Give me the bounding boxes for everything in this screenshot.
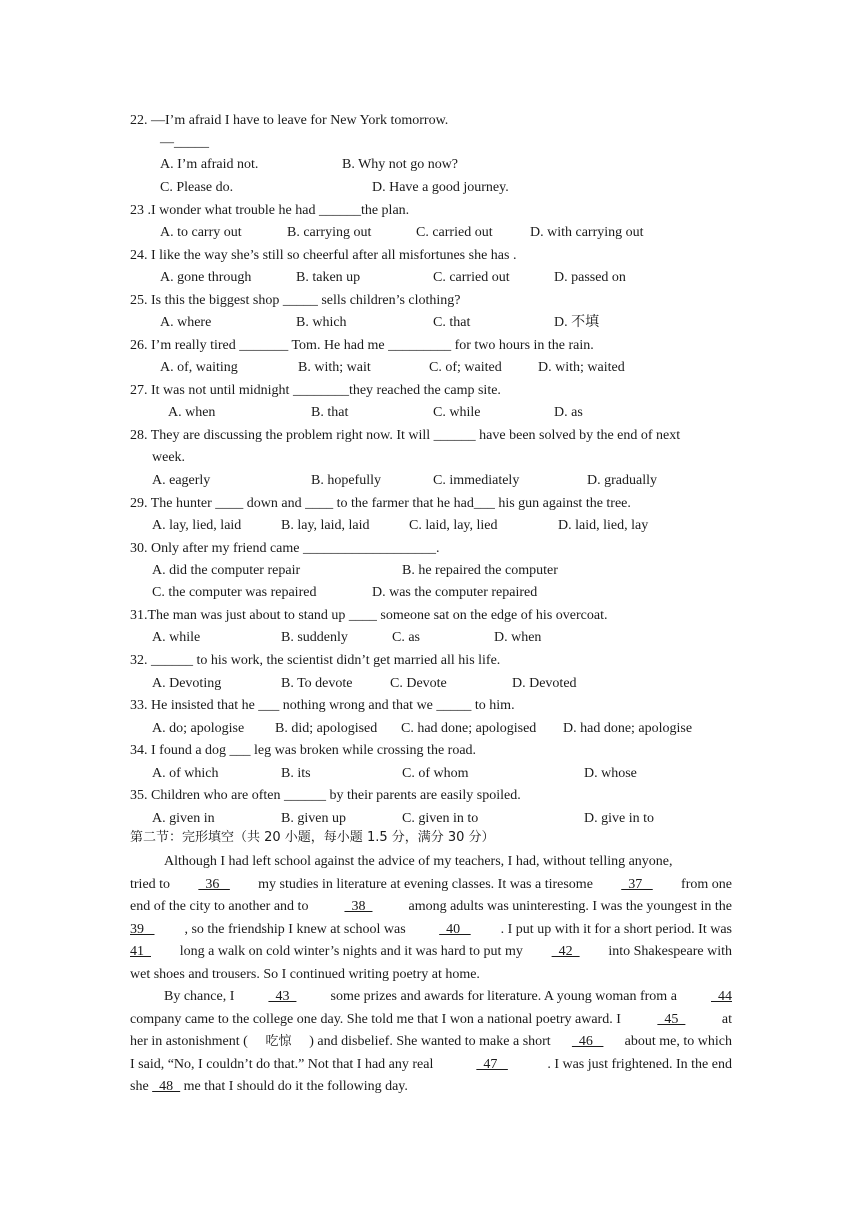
passage-text: Although I had left school against the advice of my teachers, I had, without telling anyone, — [164, 854, 673, 869]
answer-option: D. passed on — [554, 270, 626, 285]
answer-option: C. that — [433, 315, 471, 330]
answer-option: C. the computer was repaired — [152, 585, 317, 600]
question-stem: 32. ______ to his work, the scientist didn’t get married all his life. — [130, 653, 501, 668]
blank-number: 43 — [268, 989, 297, 1004]
answer-option: C. immediately — [433, 473, 520, 488]
answer-option: A. while — [152, 630, 201, 645]
question-stem: 33. He insisted that he ___ nothing wrong and that we _____ to him. — [130, 698, 515, 713]
answer-option: A. lay, lied, laid — [152, 518, 242, 533]
passage-text: end of the city to another and to — [130, 899, 312, 915]
answer-option: D. as — [554, 405, 583, 420]
blank-number: 39 — [130, 921, 155, 937]
answer-option: A. I’m afraid not. — [160, 157, 259, 172]
answer-option: A. to carry out — [160, 225, 242, 240]
question-stem: 30. Only after my friend came ___________________. — [130, 541, 440, 556]
answer-option: D. with; waited — [538, 360, 625, 375]
passage-line — [130, 1076, 732, 1099]
blank-number: 36 — [198, 876, 230, 892]
answer-option: C. laid, lay, lied — [409, 518, 498, 533]
answer-option: D. when — [494, 630, 542, 645]
answer-option: B. Why not go now? — [342, 157, 459, 172]
answer-option: C. Please do. — [160, 180, 234, 195]
passage-text: . I was just frightened. In the end — [547, 1056, 732, 1072]
answer-option: B. he repaired the computer — [402, 563, 558, 578]
answer-option: B. did; apologised — [275, 721, 378, 736]
passage-line — [130, 1009, 732, 1032]
question-stem: 34. I found a dog ___ leg was broken while crossing the road. — [130, 743, 477, 758]
question-stem: 31.The man was just about to stand up ____ someone sat on the edge of his overcoat. — [130, 608, 608, 623]
answer-option: B. suddenly — [281, 630, 348, 645]
passage-text: from one — [677, 876, 732, 892]
question-stem: 24. I like the way she’s still so cheerful after all misfortunes she has . — [130, 248, 517, 263]
answer-option: C. while — [433, 405, 481, 420]
passage-text: me that I should do it the following day. — [180, 1079, 408, 1095]
passage-text: long a walk on cold winter’s nights and it was hard to put my — [176, 944, 527, 960]
answer-option: C. carried out — [433, 270, 510, 285]
answer-option: A. do; apologise — [152, 721, 245, 736]
question-stem: 29. The hunter ____ down and ____ to the farmer that he had___ his gun against the tree. — [130, 496, 631, 511]
passage-paragraph — [130, 986, 732, 1099]
answer-option: A. when — [168, 405, 216, 420]
answer-option: B. its — [281, 766, 311, 781]
answer-option: A. Devoting — [152, 676, 222, 691]
passage-line — [130, 941, 732, 964]
passage-text: about me, to which — [621, 1034, 732, 1050]
question-stem: 26. I’m really tired _______ Tom. He had me _________ for two hours in the rain. — [130, 338, 594, 353]
blank-number: 44 — [711, 989, 732, 1004]
answer-option: A. where — [160, 315, 212, 330]
section-title: 第二节：完形填空（共 20 小题，每小题 1.5 分，满分 30 分） — [130, 830, 495, 845]
answer-option: A. eagerly — [152, 473, 211, 488]
answer-option: D. gradually — [587, 473, 657, 488]
passage-paragraph — [130, 851, 732, 987]
passage-text: some prizes and awards for literature. A young woman from a — [327, 989, 681, 1004]
blank-number: 46 — [571, 1034, 604, 1050]
question-stem: 35. Children who are often ______ by their parents are easily spoiled. — [130, 788, 521, 803]
passage-text: wet shoes and trousers. So I continued writing poetry at home. — [130, 966, 480, 982]
passage-text: she — [130, 1079, 153, 1095]
blank-number: 41 — [130, 944, 151, 960]
passage-text: . I put up with it for a short period. It was — [500, 921, 732, 937]
answer-option: A. gone through — [160, 270, 252, 285]
passage-text: , so the friendship I knew at school was — [184, 921, 410, 937]
answer-option: B. carrying out — [287, 225, 372, 240]
passage-text: By chance, I — [164, 989, 238, 1004]
blank-number: 48 — [152, 1079, 181, 1095]
blank-number: 47 — [476, 1056, 508, 1072]
blank-number: 42 — [551, 944, 580, 960]
answer-option: A. of which — [152, 766, 219, 781]
answer-option: A. given in — [152, 811, 215, 826]
passage-line — [130, 874, 732, 897]
answer-option: B. lay, laid, laid — [281, 518, 370, 533]
passage-text: at — [718, 1011, 732, 1027]
answer-option: D. whose — [584, 766, 637, 781]
question-stem: 25. Is this the biggest shop _____ sells children’s clothing? — [130, 293, 461, 308]
answer-option: C. as — [392, 630, 420, 645]
answer-option: C. of; waited — [429, 360, 502, 375]
answer-option: A. did the computer repair — [152, 563, 301, 578]
answer-option: D. Have a good journey. — [372, 180, 509, 195]
passage-text: ) and disbelief. She wanted to make a short — [309, 1034, 555, 1050]
blank-number: 45 — [657, 1011, 686, 1027]
passage-text: into Shakespeare with — [604, 944, 732, 960]
answer-option: C. given in to — [402, 811, 479, 826]
answer-option: C. had done; apologised — [401, 721, 537, 736]
answer-option: C. of whom — [402, 766, 469, 781]
passage-line — [130, 1054, 732, 1077]
answer-option: C. carried out — [416, 225, 493, 240]
passage-line — [130, 851, 732, 874]
passage-line — [130, 1031, 732, 1054]
passage-text: her in astonishment ( — [130, 1034, 248, 1050]
passage-text: company came to the college one day. She told me that I won a national poetry award. I — [130, 1011, 625, 1027]
passage-line — [130, 964, 732, 987]
answer-option: C. Devote — [390, 676, 447, 691]
passage-text: 吃惊 — [265, 1034, 292, 1050]
answer-option: B. given up — [281, 811, 346, 826]
blank-number: 37 — [621, 876, 653, 892]
passage-line — [130, 986, 732, 1009]
answer-option: D. was the computer repaired — [372, 585, 538, 600]
answer-option: A. of, waiting — [160, 360, 238, 375]
passage-text: my studies in literature at evening classes. It was a tiresome — [254, 876, 597, 892]
answer-option: D. laid, lied, lay — [558, 518, 649, 533]
answer-option: B. To devote — [281, 676, 353, 691]
question-stem: 28. They are discussing the problem right now. It will ______ have been solved by the end of next — [130, 428, 681, 443]
blank-number: 40 — [439, 921, 471, 937]
question-stem: 23 .I wonder what trouble he had ______the plan. — [130, 203, 410, 218]
passage-text: I said, “No, I couldn’t do that.” Not that I had any real — [130, 1056, 437, 1072]
answer-option: D. 不填 — [554, 315, 600, 330]
answer-option: D. give in to — [584, 811, 654, 826]
blank-number: 38 — [344, 899, 373, 915]
passage-text: among adults was uninteresting. I was the youngest in the — [404, 899, 732, 915]
answer-option: D. had done; apologise — [563, 721, 693, 736]
question-stem-continued: week. — [152, 450, 186, 465]
passage-line — [130, 896, 732, 919]
answer-option: B. hopefully — [311, 473, 381, 488]
question-stem: 22. —I’m afraid I have to leave for New York tomorrow. — [130, 113, 449, 128]
passage-line — [130, 919, 732, 942]
answer-option: D. Devoted — [512, 676, 577, 691]
answer-option: D. with carrying out — [530, 225, 644, 240]
question-stem-continued: —_____ — [160, 135, 209, 150]
answer-option: B. that — [311, 405, 349, 420]
question-stem: 27. It was not until midnight ________they reached the camp site. — [130, 383, 501, 398]
answer-option: B. taken up — [296, 270, 361, 285]
answer-option: B. with; wait — [298, 360, 371, 375]
passage-text: tried to — [130, 876, 174, 892]
answer-option: B. which — [296, 315, 347, 330]
